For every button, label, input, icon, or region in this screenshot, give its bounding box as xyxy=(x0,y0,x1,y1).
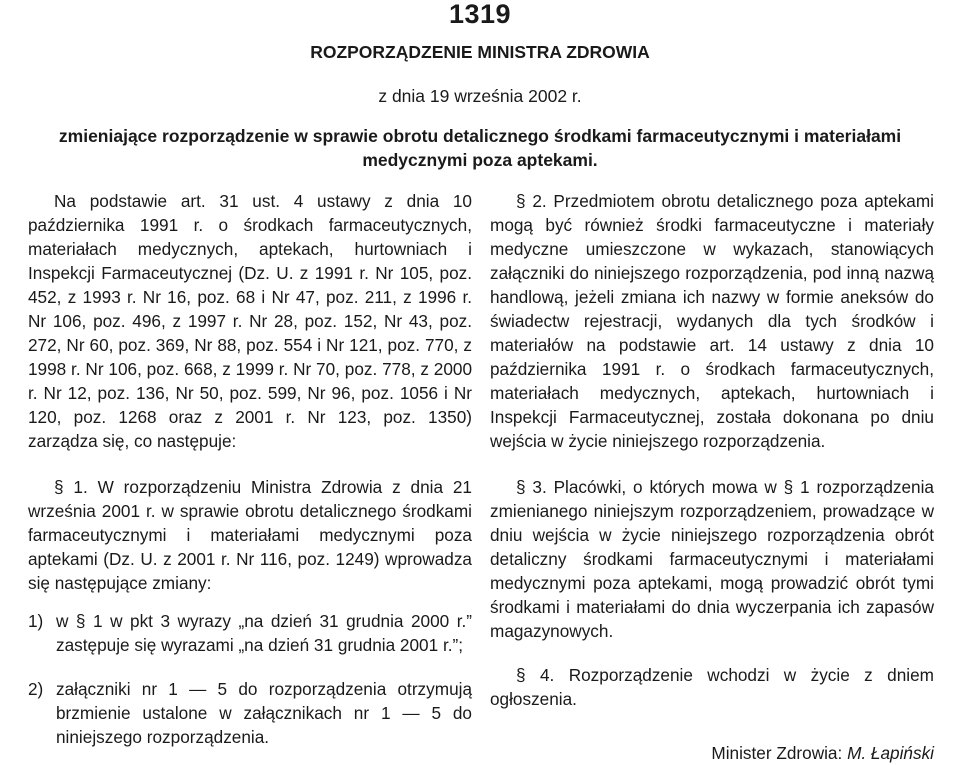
subtitle-text: zmieniające rozporządzenie w sprawie obrotu detalicznego środkami farmaceutycznymi i materiałami medycznymi poza aptekami. xyxy=(58,126,902,170)
change-item-label: 2) xyxy=(28,679,44,699)
signature-role: Minister Zdrowia: xyxy=(711,743,843,763)
document-subtitle xyxy=(0,124,960,172)
date-line: z dnia 19 września 2002 r. xyxy=(378,86,582,106)
change-item-text: załączniki nr 1 — 5 do rozporządzenia otrzymują brzmienie ustalone w załącznikach nr 1 — 5 do niniejszego rozporządzenia. xyxy=(56,679,472,747)
change-item-text: w § 1 w pkt 3 wyrazy „na dzień 31 grudnia 2000 r.” zastępuje się wyrazami „na dzień 31 grudnia 2001 r.”; xyxy=(56,611,472,655)
change-item-label: 1) xyxy=(28,611,44,631)
preamble: Na podstawie art. 31 ust. 4 ustawy z dnia 10 października 1991 r. o środkach farmaceutycznych, materiałach medycznych, aptekach, hurtowniach i Inspekcji Farmaceutycznej (Dz. U. z 1991 r. Nr 105, poz. 452, z 1993 r. Nr 16, poz. 68 i Nr 47, poz. 211, z 1996 r. Nr 106, poz. 496, z 1997 r. Nr 28, poz. 152, Nr 43, poz. 272, Nr 60, poz. 369, Nr 88, poz. 554 i Nr 121, poz. 770, z 1998 r. Nr 106, poz. 668, z 1999 r. Nr 70, poz. 778, z 2000 r. Nr 12, poz. 136, Nr 50, poz. 599, Nr 96, poz. 1056 i Nr 120, poz. 1268 oraz z 2001 r. Nr 123, poz. 1350) zarządza się, co następuje: xyxy=(28,191,472,451)
section-2: § 2. Przedmiotem obrotu detalicznego poza aptekami mogą być również środki farmaceutyczne i materiały medyczne umieszczone w wykazach, stanowiących załączniki do niniejszego rozporządzenia, pod inną nazwą handlową, jeżeli zmiana ich nazwy w formie aneksów do świadectw rejestracji, wydanych dla tych środków i materiałów na podstawie art. 14 ustawy z dnia 10 października 1991 r. o środkach farmaceutycznych, materiałach medycznych, aptekach, hurtowniach i Inspekcji Farmaceutycznej, została dokonana po dniu wejścia w życie niniejszego rozporządzenia. xyxy=(490,191,934,451)
change-item xyxy=(28,609,472,657)
section-3: § 3. Placówki, o których mowa w § 1 rozporządzenia zmienianego niniejszym rozporządzeniem, prowadzące w dniu wejścia w życie niniejszego rozporządzenia obrót detaliczny środkami farmaceutycznymi i materiałami medycznymi poza aptekami, mogą prowadzić obrót tymi środkami i materiałami do dnia wyczerpania ich zapasów magazynowych. xyxy=(490,477,934,641)
change-item xyxy=(28,677,472,749)
act-number: 1319 xyxy=(448,0,512,29)
signature xyxy=(490,741,934,765)
signature-name: M. Łapiński xyxy=(847,743,934,763)
section-1: § 1. W rozporządzeniu Ministra Zdrowia z dnia 21 września 2001 r. w sprawie obrotu detalicznego środkami farmaceutycznymi i materiałami medycznymi poza aptekami (Dz. U. z 2001 r. Nr 116, poz. 1249) wprowadza się następujące zmiany: xyxy=(28,477,472,593)
right-column xyxy=(490,189,934,765)
left-column xyxy=(28,189,472,749)
document-title: ROZPORZĄDZENIE MINISTRA ZDROWIA xyxy=(310,42,650,62)
section-4: § 4. Rozporządzenie wchodzi w życie z dniem ogłoszenia. xyxy=(490,665,934,709)
